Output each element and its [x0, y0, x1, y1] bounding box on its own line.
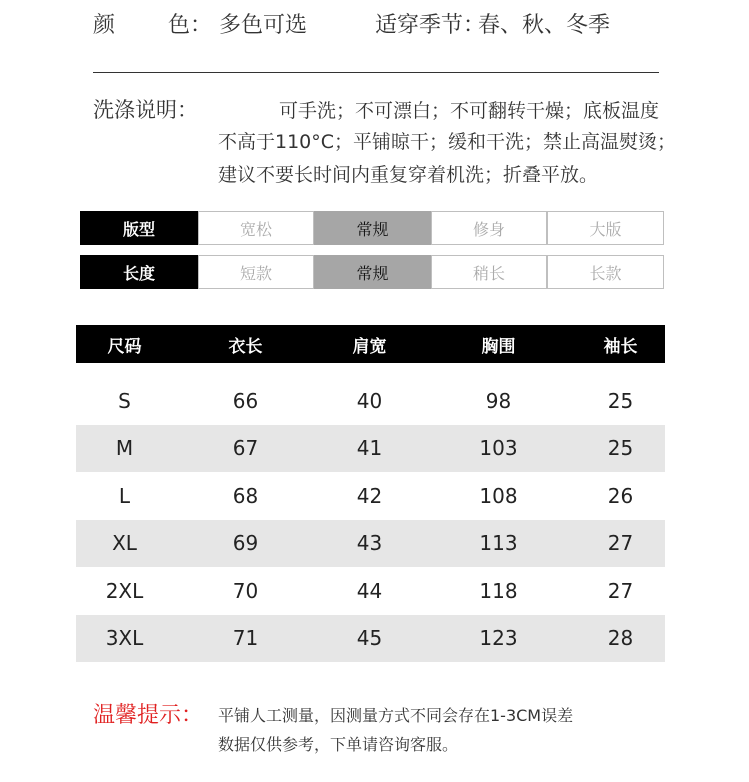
attr-option-loose: 宽松 [198, 211, 314, 245]
attr-option-regular-length-selected: 常规 [314, 255, 431, 289]
washing-line-3: 建议不要长时间内重复穿着机洗；折叠平放。 [218, 164, 599, 186]
cell-sleeve: 26 [607, 483, 634, 508]
table-row [76, 520, 665, 568]
cell-sleeve: 28 [607, 626, 634, 651]
size-table [76, 325, 665, 662]
table-row [76, 472, 665, 520]
color-label-suffix: 色： [168, 13, 213, 38]
cell-size: XL [112, 531, 137, 556]
table-row [76, 425, 665, 473]
color-label: 颜 [93, 13, 116, 38]
washing-label: 洗涤说明： [93, 98, 198, 122]
cell-chest: 123 [479, 626, 518, 651]
divider [93, 72, 659, 73]
attr-label-length: 长度 [80, 255, 198, 289]
cell-sleeve: 25 [607, 388, 634, 413]
header-sleeve: 袖长 [603, 336, 638, 357]
cell-chest: 98 [485, 388, 512, 413]
cell-chest: 113 [479, 531, 518, 556]
tip-line-1: 平铺人工测量，因测量方式不同会存在1-3CM误差 [218, 706, 574, 725]
cell-length: 69 [232, 531, 259, 556]
washing-line-1: 可手洗；不可漂白；不可翻转干燥；底板温度 [279, 100, 660, 122]
washing-line-2: 不高于110°C；平铺晾干；缓和干洗；禁止高温熨烫； [218, 131, 677, 153]
cell-sleeve: 25 [607, 436, 634, 461]
attr-option-regular-selected: 常规 [314, 211, 431, 245]
cell-sleeve: 27 [607, 578, 634, 603]
cell-chest: 108 [479, 483, 518, 508]
cell-shoulder: 40 [356, 388, 383, 413]
header-chest: 胸围 [481, 336, 516, 357]
attr-option-slightly-long: 稍长 [431, 255, 547, 289]
cell-size: 2XL [105, 578, 144, 603]
cell-size: S [118, 388, 131, 413]
cell-size: L [118, 483, 131, 508]
size-table-header [76, 325, 665, 363]
cell-length: 68 [232, 483, 259, 508]
tip-line-2: 数据仅供参考，下单请咨询客服。 [218, 735, 459, 754]
cell-length: 66 [232, 388, 259, 413]
attr-option-long: 长款 [547, 255, 664, 289]
cell-shoulder: 44 [356, 578, 383, 603]
cell-shoulder: 41 [356, 436, 383, 461]
cell-chest: 118 [479, 578, 518, 603]
cell-length: 71 [232, 626, 259, 651]
season-label: 适穿季节： [375, 13, 486, 38]
cell-shoulder: 42 [356, 483, 383, 508]
cell-shoulder: 45 [356, 626, 383, 651]
tip-label: 温馨提示： [93, 703, 204, 728]
season-value: 春、秋、冬季 [478, 13, 611, 38]
cell-size: M [115, 436, 134, 461]
table-row [76, 615, 665, 663]
table-row [76, 377, 665, 425]
cell-size: 3XL [105, 626, 144, 651]
cell-length: 70 [232, 578, 259, 603]
header-length: 衣长 [228, 336, 263, 357]
table-row [76, 567, 665, 615]
cell-length: 67 [232, 436, 259, 461]
attr-row-length [80, 255, 664, 289]
attr-option-oversize: 大版 [547, 211, 664, 245]
cell-chest: 103 [479, 436, 518, 461]
color-value: 多色可选 [219, 13, 308, 38]
cell-sleeve: 27 [607, 531, 634, 556]
attr-option-slim: 修身 [431, 211, 547, 245]
cell-shoulder: 43 [356, 531, 383, 556]
header-size: 尺码 [107, 336, 142, 357]
attr-label-fit: 版型 [80, 211, 198, 245]
header-shoulder: 肩宽 [352, 336, 387, 357]
attr-option-short: 短款 [198, 255, 314, 289]
attr-row-fit [80, 211, 664, 245]
